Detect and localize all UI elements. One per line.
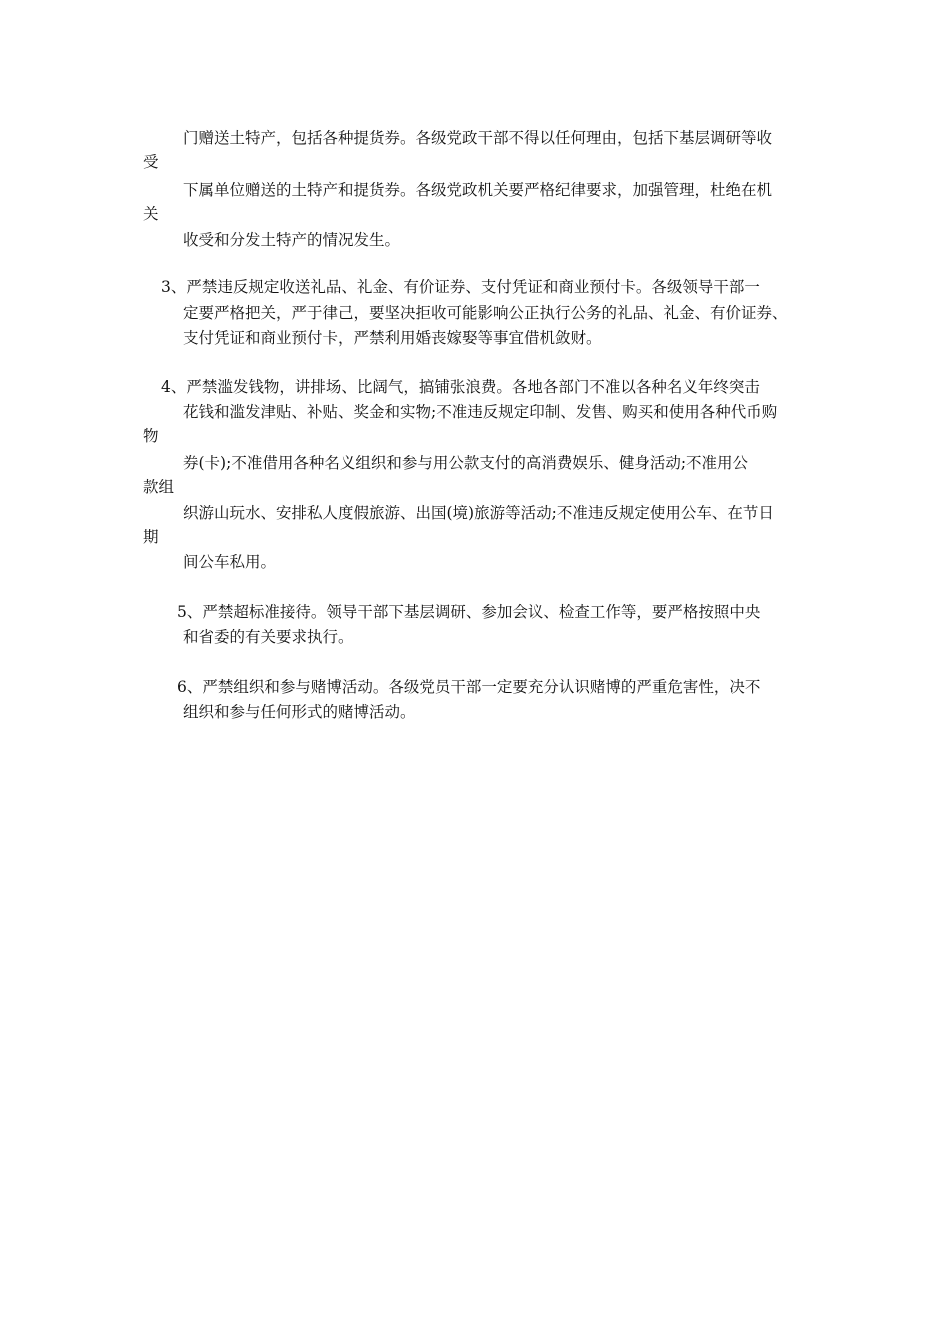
text-line: 收受和分发土特产的情况发生。 <box>183 231 401 249</box>
text-line: 织游山玩水、安排私人度假旅游、出国(境)旅游等活动;不准违反规定使用公车、在节日 <box>183 504 774 522</box>
text-line: 4、严禁滥发钱物，讲排场、比阔气，搞铺张浪费。各地各部门不准以各种名义年终突击 <box>161 378 760 396</box>
text-line: 组织和参与任何形式的赌博活动。 <box>183 703 416 721</box>
text-line: 和省委的有关要求执行。 <box>183 628 354 646</box>
text-line: 关 <box>143 205 159 223</box>
text-line: 支付凭证和商业预付卡，严禁利用婚丧嫁娶等事宜借机敛财。 <box>183 329 602 347</box>
text-line: 券(卡);不准借用各种名义组织和参与用公款支付的高消费娱乐、健身活动;不准用公 <box>183 454 749 472</box>
text-line: 门赠送土特产，包括各种提货券。各级党政干部不得以任何理由，包括下基层调研等收 <box>183 129 773 147</box>
text-line: 受 <box>143 153 159 171</box>
text-line: 下属单位赠送的土特产和提货券。各级党政机关要严格纪律要求，加强管理，杜绝在机 <box>183 181 773 199</box>
text-line: 5、严禁超标准接待。领导干部下基层调研、参加会议、检查工作等，要严格按照中央 <box>177 603 761 621</box>
text-line: 6、严禁组织和参与赌博活动。各级党员干部一定要充分认识赌博的严重危害性，决不 <box>177 678 761 696</box>
text-line: 花钱和滥发津贴、补贴、奖金和实物;不准违反规定印制、发售、购买和使用各种代币购 <box>183 403 778 421</box>
text-line: 物 <box>143 427 159 445</box>
text-line: 款组 <box>143 478 175 496</box>
text-line: 期 <box>143 528 159 546</box>
text-line: 3、严禁违反规定收送礼品、礼金、有价证券、支付凭证和商业预付卡。各级领导干部一 <box>161 278 760 296</box>
text-line: 间公车私用。 <box>183 553 277 571</box>
text-line: 定要严格把关，严于律己，要坚决拒收可能影响公正执行公务的礼品、礼金、有价证券、 <box>183 304 788 322</box>
